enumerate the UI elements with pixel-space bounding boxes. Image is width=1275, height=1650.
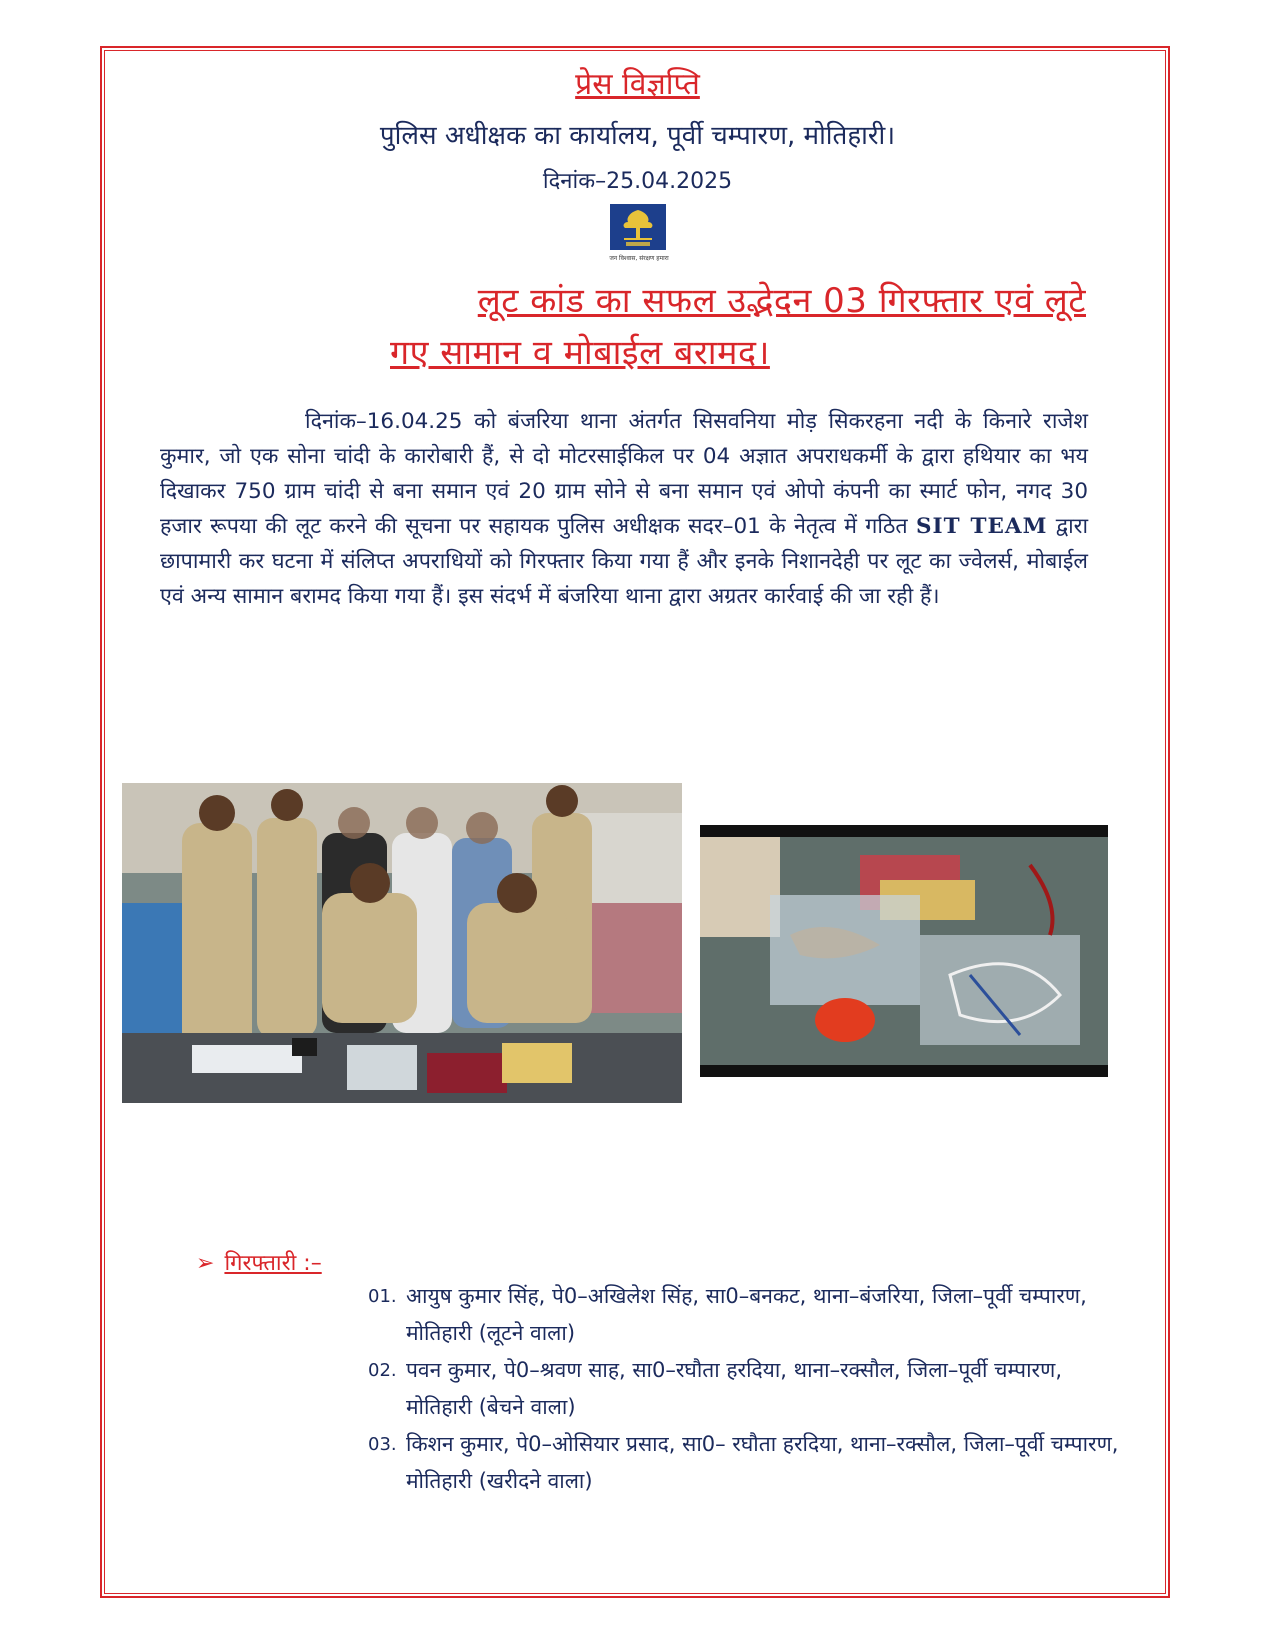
headline-line-2: गए सामान व मोबाईल बरामद। (390, 333, 770, 373)
arrests-list (368, 1278, 1128, 1500)
arrest-photo (122, 783, 682, 1103)
arrest-number: 01. (368, 1286, 397, 1307)
sit-team-label: SIT TEAM (916, 514, 1048, 539)
recovered-items-photo (700, 825, 1108, 1077)
body-text-part-1: दिनांक–16.04.25 को बंजरिया थाना अंतर्गत सिसवनिया मोड़ सिकरहना नदी के किनारे राजेश कुमार, जो एक सोना चांदी के कारोबारी हैं, से दो मोटरसाईकिल पर 04 अज्ञात अपराधकर्मी के द्वारा हथियार का भय दिखाकर 750 ग्राम चांदी से बना समान एवं 20 ग्राम सोने से बना समान एवं ओपो कंपनी का स्मार्ट फोन, नगद 30 हजार रूपया की लूट करने की सूचना पर सहायक पुलिस अधीक्षक सदर–01 के नेतृत्व में गठित (160, 409, 1088, 539)
arrow-bullet-icon: ➢ (196, 1251, 215, 1276)
body-text-part-2: द्वारा छापामारी कर घटना में संलिप्त अपराधियों को गिरफ्तार किया गया हैं और इनके निशानदेही पर लूट का ज्वेलर्स, मोबाईल एवं अन्य सामान बरामद किया गया हैं। इस संदर्भ में बंजरिया थाना द्वारा अग्रतर कार्रवाई की जा रही हैं। (160, 514, 1089, 609)
arrest-details: पवन कुमार, पे0–श्रवण साह, सा0–रघौता हरदिया, थाना–रक्सौल, जिला–पूर्वी चम्पारण, मोतिहारी (बेचने वाला) (406, 1358, 1062, 1419)
release-date: दिनांक–25.04.2025 (542, 169, 733, 194)
press-release-title: प्रेस विज्ञप्ति (575, 67, 700, 102)
list-item (368, 1278, 1128, 1352)
headline-line-1: लूट कांड का सफल उद्भेदन 03 गिरफ्तार एवं लूटे (477, 281, 1086, 321)
logo-motto: जन विश्वास, संरक्षण हमारा (609, 255, 669, 262)
arrest-number: 03. (368, 1434, 397, 1455)
list-item (368, 1426, 1128, 1500)
arrests-heading (196, 1247, 322, 1277)
arrest-number: 02. (368, 1360, 397, 1381)
arrests-heading-label: गिरफ्तारी :– (224, 1251, 322, 1276)
arrest-details: किशन कुमार, पे0–ओसियार प्रसाद, सा0– रघौता हरदिया, थाना–रक्सौल, जिला–पूर्वी चम्पारण, मोतिहारी (खरीदने वाला) (406, 1432, 1119, 1493)
list-item (368, 1352, 1128, 1426)
office-name: पुलिस अधीक्षक का कार्यालय, पूर्वी चम्पारण, मोतिहारी। (379, 121, 896, 151)
police-badge-icon (610, 204, 666, 250)
body-paragraph (160, 404, 1088, 614)
bihar-police-logo (600, 204, 678, 268)
arrest-details: आयुष कुमार सिंह, पे0–अखिलेश सिंह, सा0–बनकट, थाना–बंजरिया, जिला–पूर्वी चम्पारण, मोतिहारी (लूटने वाला) (406, 1284, 1087, 1345)
